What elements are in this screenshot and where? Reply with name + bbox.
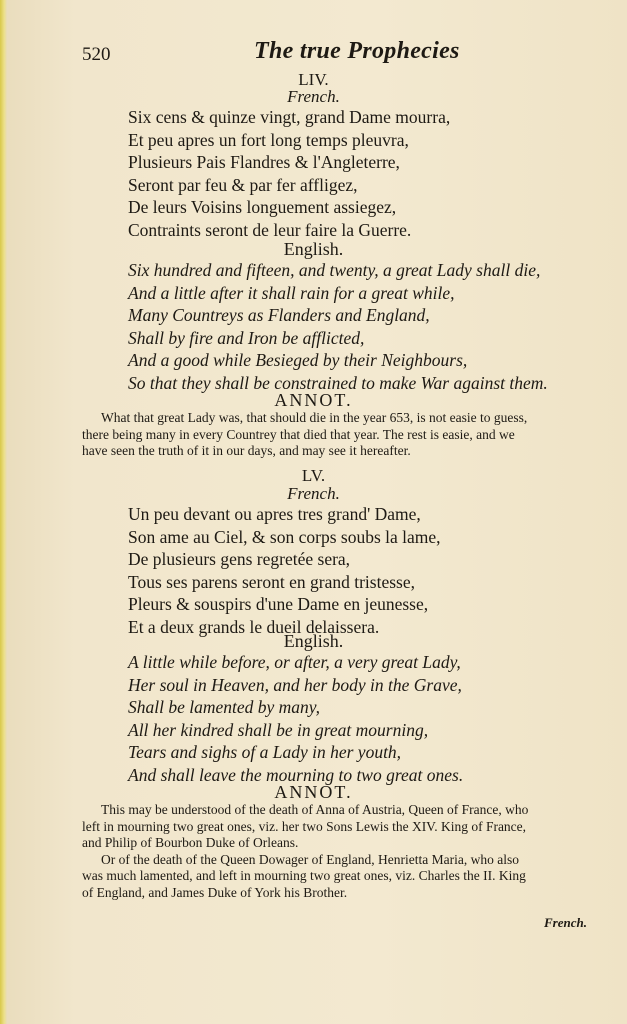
verse-line: Plusieurs Pais Flandres & l'Angleterre, [128, 152, 400, 172]
annotation-line: and Philip of Bourbon Duke of Orleans. [82, 835, 299, 850]
verse-line: De plusieurs gens regretée sera, [128, 549, 351, 569]
annotation-text [82, 802, 619, 901]
annotation-heading: ANNOT. [274, 390, 353, 410]
verse-line: Et peu apres un fort long temps pleuvra, [128, 129, 409, 150]
verse-line: Contraints seront de leur faire la Guerre. [128, 219, 412, 240]
verse-line: And a little after it shall rain for a great while, [128, 282, 455, 303]
verse-line: And shall leave the mourning to two great ones. [128, 764, 464, 785]
page-number: 520 [82, 44, 111, 65]
annotation-line: there being many in every Countrey that died that year. The rest is easie, and we [82, 426, 515, 442]
catchword: French. [544, 915, 587, 930]
prophecy-numeral: LIV. [298, 70, 329, 89]
verse-line: De leurs Voisins longuement assiegez, [128, 197, 397, 217]
verse-line: Six cens & quinze vingt, grand Dame mourra, [128, 107, 451, 127]
verse-line: So that they shall be constrained to make War against them. [128, 372, 548, 393]
verse-line: Et a deux grands le dueil delaissera. [128, 616, 380, 637]
prophecy-numeral: LV. [301, 466, 326, 485]
annotation-line: left in mourning two great ones, viz. her two Sons Lewis the XIV. King of France, [82, 818, 527, 834]
french-heading: French. [287, 87, 340, 106]
verse-line: Tears and sighs of a Lady in her youth, [128, 742, 402, 762]
verse-line: A little while before, or after, a very great Lady, [128, 652, 461, 672]
annotation-line: of England, and James Duke of York his Brother. [82, 884, 348, 900]
running-title: The true Prophecies [254, 38, 460, 64]
verse-line: Pleurs & souspirs d'une Dame en jeunesse, [128, 594, 429, 614]
french-verse [128, 503, 441, 638]
annotation-line: Or of the death of the Queen Dowager of England, Henrietta Maria, who also [101, 851, 519, 867]
verse-line: Six hundred and fifteen, and twenty, a great Lady shall die, [128, 260, 541, 280]
annotation-line: What that great Lady was, that should die in the year 653, is not easie to guess, [101, 410, 528, 425]
verse-line: Son ame au Ciel, & son corps soubs la lame, [128, 526, 441, 547]
english-verse [128, 259, 548, 394]
verse-line: Un peu devant ou apres tres grand' Dame, [128, 504, 421, 524]
annotation-line: have seen the truth of it in our days, and may see it hereafter. [82, 443, 411, 458]
page-edge [0, 0, 7, 1024]
annotation-heading: ANNOT. [274, 782, 353, 802]
verse-line: Many Countreys as Flanders and England, [128, 305, 430, 325]
verse-line: Shall by fire and Iron be afflicted, [128, 327, 365, 348]
verse-line: And a good while Besieged by their Neighbours, [128, 350, 468, 370]
french-heading: French. [287, 484, 340, 503]
annotation-line: was much lamented, and left in mourning two great ones, viz. Charles the II. King [82, 868, 526, 883]
verse-line: All her kindred shall be in great mourning, [128, 719, 429, 740]
french-verse [128, 106, 450, 241]
annotation-line: This may be understood of the death of Anna of Austria, Queen of France, who [101, 802, 529, 817]
english-verse [128, 651, 463, 786]
english-heading: English. [283, 631, 344, 651]
verse-line: Shall be lamented by many, [128, 697, 320, 717]
verse-line: Her soul in Heaven, and her body in the Grave, [128, 674, 462, 695]
english-heading: English. [283, 239, 344, 259]
verse-line: Seront par feu & par fer affligez, [128, 174, 358, 195]
verse-line: Tous ses parens seront en grand tristesse, [128, 571, 415, 592]
annotation-text [82, 410, 619, 460]
